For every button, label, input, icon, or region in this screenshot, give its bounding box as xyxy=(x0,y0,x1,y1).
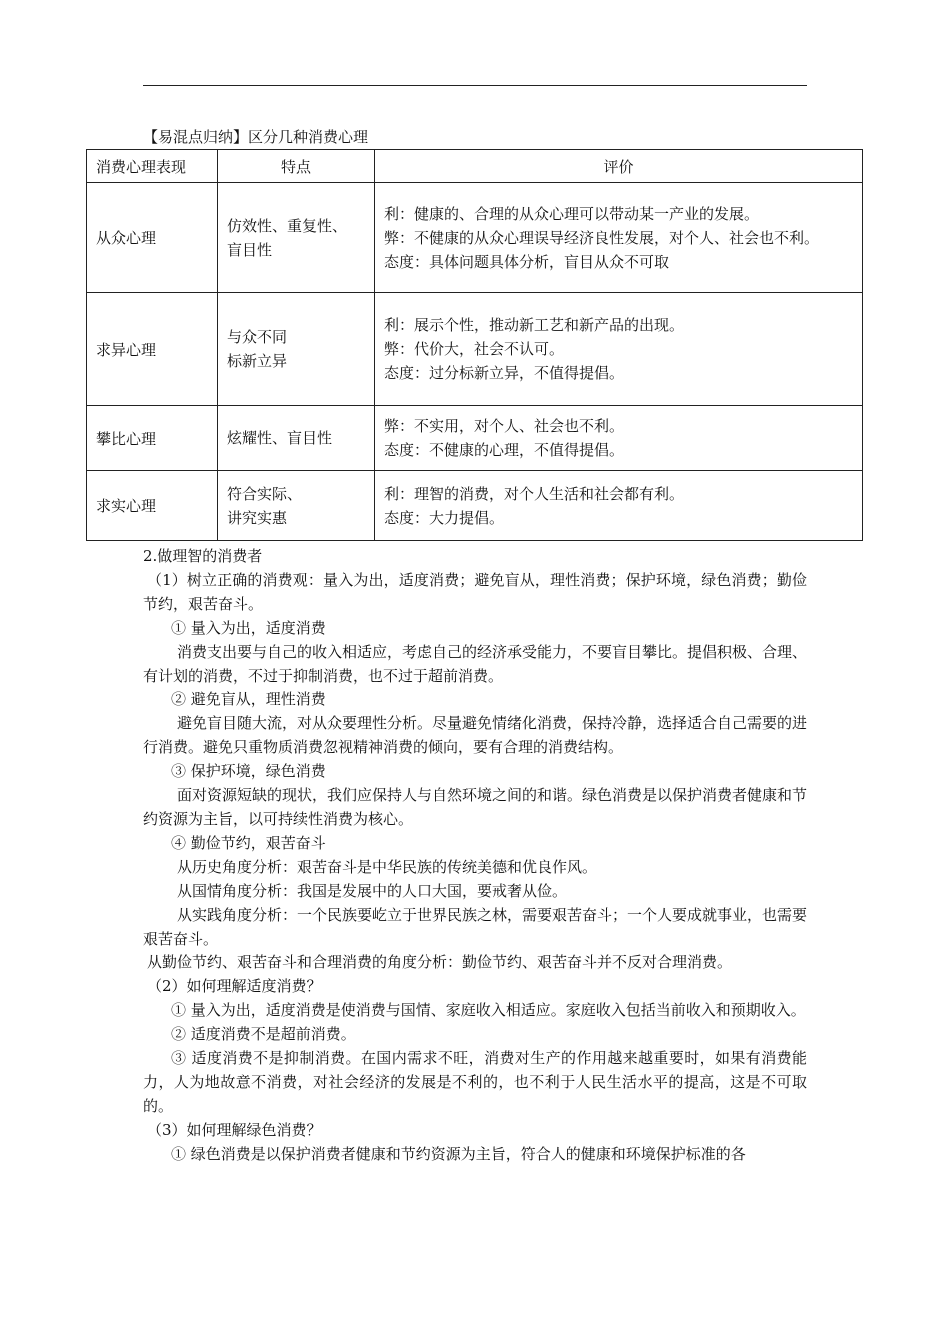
feature-line: 盲目性 xyxy=(227,240,273,259)
consumer-psychology-table xyxy=(86,149,863,541)
feature-line: 炫耀性、盲目性 xyxy=(227,429,333,447)
evaluation-line: 态度：具体问题具体分析，盲目从众不可取 xyxy=(384,252,670,271)
table-row xyxy=(87,406,863,471)
header-type: 消费心理表现 xyxy=(87,150,218,183)
paragraph: 从历史角度分析：艰苦奋斗是中华民族的传统美德和优良作风。 xyxy=(177,857,598,876)
section-title: 2.做理智的消费者 xyxy=(143,547,263,565)
row-type: 从众心理 xyxy=(87,183,218,293)
paragraph: 面对资源短缺的现状，我们应保持人与自然环境之间的和谐。绿色消费是以保护消费者健康和节约资源为主旨，以可持续性消费为核心。 xyxy=(143,786,808,828)
row-features xyxy=(218,293,375,406)
question-title: （2）如何理解适度消费？ xyxy=(147,977,322,996)
feature-line: 符合实际、 xyxy=(227,484,303,503)
table-caption: 【易混点归纳】区分几种消费心理 xyxy=(143,128,369,146)
row-features xyxy=(218,183,375,293)
question-title: （3）如何理解绿色消费？ xyxy=(147,1120,322,1139)
paragraph: ③ 适度消费不是抑制消费。在国内需求不旺，消费对生产的作用越来越重要时，如果有消费能力，人为地故意不消费，对社会经济的发展是不利的，也不利于人民生活水平的提高，这是不可取的。 xyxy=(143,1049,807,1115)
table-row xyxy=(87,471,863,541)
subsection-title: ④ 勤俭节约，艰苦奋斗 xyxy=(171,833,326,852)
paragraph: ① 绿色消费是以保护消费者健康和节约资源为主旨，符合人的健康和环境保护标准的各 xyxy=(171,1144,746,1163)
evaluation-line: 弊：不健康的从众心理误导经济良性发展，对个人、社会也不利。 xyxy=(384,228,820,247)
paragraph: 从勤俭节约、艰苦奋斗和合理消费的角度分析：勤俭节约、艰苦奋斗并不反对合理消费。 xyxy=(147,953,733,972)
row-type: 求实心理 xyxy=(87,471,218,541)
header-evaluation: 评价 xyxy=(375,150,863,183)
evaluation-line: 利：健康的、合理的从众心理可以带动某一产业的发展。 xyxy=(384,204,760,223)
body-text xyxy=(143,545,807,1167)
evaluation-line: 弊：不实用，对个人、社会也不利。 xyxy=(384,417,625,435)
row-features xyxy=(218,406,375,471)
subsection-title: ① 量入为出，适度消费 xyxy=(171,618,326,637)
table-row xyxy=(87,293,863,406)
paragraph: 消费支出要与自己的收入相适应，考虑自己的经济承受能力，不要盲目攀比。提倡积极、合理、有计划的消费，不过于抑制消费，也不过于超前消费。 xyxy=(143,642,808,685)
paragraph: （1）树立正确的消费观：量入为出，适度消费；避免盲从，理性消费；保护环境，绿色消费；勤俭节约，艰苦奋斗。 xyxy=(143,570,807,613)
feature-line: 标新立异 xyxy=(227,352,288,370)
evaluation-line: 态度：过分标新立异，不值得提倡。 xyxy=(384,364,625,382)
evaluation-line: 利：展示个性，推动新工艺和新产品的出现。 xyxy=(384,316,685,334)
row-evaluation xyxy=(375,183,863,293)
paragraph: ① 量入为出，适度消费是使消费与国情、家庭收入相适应。家庭收入包括当前收入和预期收入。 xyxy=(171,1001,806,1020)
table-row xyxy=(87,183,863,293)
evaluation-line: 态度：大力提倡。 xyxy=(384,508,505,527)
row-evaluation xyxy=(375,406,863,471)
row-evaluation xyxy=(375,471,863,541)
feature-line: 仿效性、重复性、 xyxy=(227,216,348,235)
paragraph: 避免盲目随大流，对从众要理性分析。尽量避免情绪化消费，保持冷静，选择适合自己需要的进行消费。避免只重物质消费忽视精神消费的倾向，要有合理的消费结构。 xyxy=(143,714,808,757)
evaluation-line: 弊：代价大，社会不认可。 xyxy=(384,340,565,358)
subsection-title: ③ 保护环境，绿色消费 xyxy=(171,762,326,781)
header-features: 特点 xyxy=(218,150,375,183)
evaluation-line: 利：理智的消费，对个人生活和社会都有利。 xyxy=(384,484,685,503)
subsection-title: ② 避免盲从，理性消费 xyxy=(171,690,326,709)
table-header-row xyxy=(87,150,863,183)
row-type: 攀比心理 xyxy=(87,406,218,471)
paragraph: ② 适度消费不是超前消费。 xyxy=(171,1025,356,1044)
paragraph: 从实践角度分析：一个民族要屹立于世界民族之林，需要艰苦奋斗；一个人要成就事业，也需要艰苦奋斗。 xyxy=(143,905,808,948)
header-rule xyxy=(143,85,807,86)
row-features xyxy=(218,471,375,541)
row-evaluation xyxy=(375,293,863,406)
feature-line: 与众不同 xyxy=(227,328,288,346)
row-type: 求异心理 xyxy=(87,293,218,406)
paragraph: 从国情角度分析：我国是发展中的人口大国，要戒奢从俭。 xyxy=(177,881,568,900)
feature-line: 讲究实惠 xyxy=(227,508,288,527)
evaluation-line: 态度：不健康的心理，不值得提倡。 xyxy=(384,441,625,459)
